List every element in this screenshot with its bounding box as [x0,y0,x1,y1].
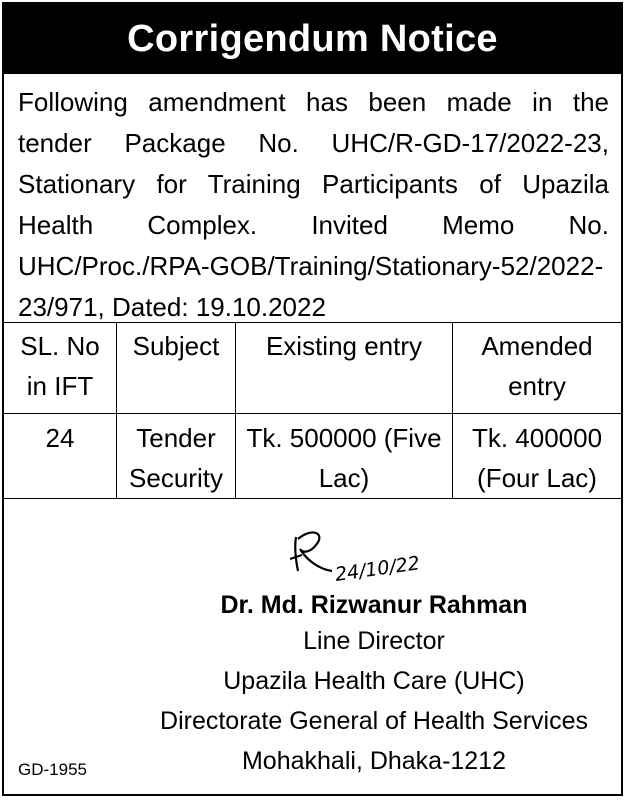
signatory-designation: Line Director [303,627,445,655]
corrigendum-notice [2,2,623,796]
signatory-details [134,589,614,781]
notice-intro [4,74,621,323]
cell-amended-entry: Tk. 400000 (Four Lac) [471,422,603,493]
intro-line: for Training Participants of Upazila Health [18,169,609,240]
header-existing-entry: Existing entry [236,323,453,413]
signatory-address: Mohakhali, Dhaka-1212 [241,747,507,775]
reference-code: GD-1955 [18,760,87,779]
cell-subject: Tender Security [117,413,236,498]
intro-line: Following amendment has been made in the tender [18,87,609,158]
signatory-office: Upazila Health Care (UHC) [223,667,525,695]
intro-line: Complex. Invited Memo No. UHC/Proc./RPA- [18,210,609,281]
notice-title: Corrigendum Notice [4,4,621,74]
header-sl-no: SL. No in IFT [4,323,117,413]
table-row [4,413,621,498]
cell-sl-no: 24 [4,413,117,498]
table-header-row [4,323,621,413]
cell-existing-entry: Tk. 500000 (Five Lac) [236,413,453,498]
amendment-table [4,323,621,499]
signature-date: 24/10/22 [333,552,422,586]
intro-line: 19.10.2022 [195,292,326,322]
handwritten-signature [284,519,444,589]
header-subject: Subject [117,323,236,413]
signatory-directorate: Directorate General of Health Services [160,707,588,735]
header-amended-entry: Amended entry [481,331,593,401]
signatory-name: Dr. Md. Rizwanur Rahman [220,591,528,619]
intro-line: Package No. UHC/R-GD-17/2022-23, Stationary [18,128,609,199]
intro-line: GOB/Training/Stationary-52/2022-23/971, Dated: [18,251,604,322]
